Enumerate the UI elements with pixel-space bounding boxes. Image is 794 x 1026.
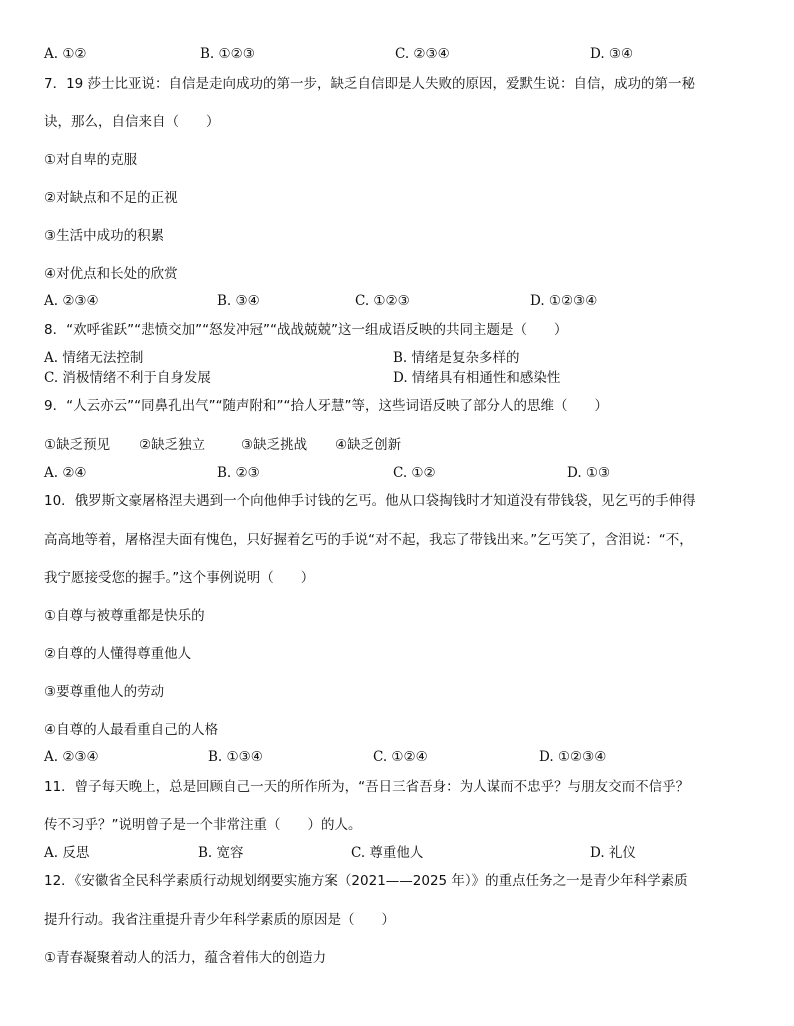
q10-stem-line1: 10．俄罗斯文豪屠格涅夫遇到一个向他伸手讨钱的乞丐。他从口袋掏钱时才知道没有带钱袋，见乞丐的手伸得: [44, 493, 696, 509]
q12-stem-line2: 提升行动。我省注重提升青少年科学素质的原因是（ ）: [44, 912, 395, 928]
q10-option-a: A. ②③④: [44, 749, 99, 765]
q10-option-c: C. ①②④: [373, 749, 428, 765]
q12-item-1: ①青春凝聚着动人的活力，蕴含着伟大的创造力: [44, 950, 327, 966]
q7-option-a: A. ②③④: [44, 293, 99, 309]
q10-item-4: ④自尊的人最看重自己的人格: [44, 722, 219, 738]
q9-option-a: A. ②④: [44, 465, 87, 481]
q11-option-c: C. 尊重他人: [351, 845, 424, 861]
q9-item-4: ④缺乏创新: [335, 437, 402, 453]
q10-stem-line2: 高高地等着，屠格涅夫面有愧色，只好握着乞丐的手说“对不起，我忘了带钱出来。”乞丐笑了，含泪说：“不，: [44, 532, 693, 548]
q11-option-b: B. 宽容: [198, 845, 244, 861]
q7-stem-line1: 7．19 莎士比亚说：自信是走向成功的第一步，缺乏自信即是人失败的原因，爱默生说：自信，成功的第一秘: [44, 76, 696, 92]
q12-stem-line1: 12．《安徽省全民科学素质行动规划纲要实施方案（2021——2025 年）》的重点任务之一是青少年科学素质: [44, 873, 688, 889]
q7-stem-line2: 诀，那么，自信来自（ ）: [44, 114, 220, 130]
q8-option-a: A. 情绪无法控制: [44, 350, 144, 366]
q7-option-d: D. ①②③④: [530, 293, 598, 309]
q10-item-1: ①自尊与被尊重都是快乐的: [44, 608, 205, 624]
q8-stem: 8．“欢呼雀跃”“悲愤交加”“怒发冲冠”“战战兢兢”这一组成语反映的共同主题是（ ）: [44, 322, 568, 338]
q9-item-3: ③缺乏挑战: [241, 437, 308, 453]
q10-item-2: ②自尊的人懂得尊重他人: [44, 646, 192, 662]
q10-option-d: D. ①②③④: [539, 749, 607, 765]
q9-stem: 9．“人云亦云”“同鼻孔出气”“随声附和”“拾人牙慧”等，这些词语反映了部分人的思维（ ）: [44, 398, 609, 414]
q9-option-b: B. ②③: [217, 465, 260, 481]
q7-option-c: C. ①②③: [355, 293, 410, 309]
q11-option-a: A. 反思: [44, 845, 90, 861]
q7-item-1: ①对自卑的克服: [44, 152, 138, 168]
q6-option-c: C. ②③④: [395, 46, 450, 62]
q8-option-b: B. 情绪是复杂多样的: [393, 350, 520, 366]
q9-item-1: ①缺乏预见: [44, 437, 111, 453]
q8-option-d: D. 情绪具有相通性和感染性: [393, 370, 561, 386]
q7-option-b: B. ③④: [217, 293, 260, 309]
q10-stem-line3: 我宁愿接受您的握手。”这个事例说明（ ）: [44, 570, 315, 586]
q8-option-c: C. 消极情绪不利于自身发展: [44, 370, 211, 386]
q10-item-3: ③要尊重他人的劳动: [44, 684, 165, 700]
q7-item-3: ③生活中成功的积累: [44, 228, 165, 244]
q6-option-b: B. ①②③: [200, 46, 255, 62]
q7-item-2: ②对缺点和不足的正视: [44, 190, 178, 206]
q7-item-4: ④对优点和长处的欣赏: [44, 266, 178, 282]
q11-option-d: D. 礼仪: [590, 845, 636, 861]
q9-item-2: ②缺乏独立: [139, 437, 206, 453]
q11-stem-line2: 传不习乎？”说明曾子是一个非常注重（ ）的人。: [44, 817, 362, 833]
q11-stem-line1: 11．曾子每天晚上，总是回顾自己一天的所作所为，“吾日三省吾身：为人谋而不忠乎？与朋友交而不信乎？: [44, 779, 690, 795]
q9-option-d: D. ①③: [567, 465, 611, 481]
q9-option-c: C. ①②: [393, 465, 436, 481]
q10-option-b: B. ①③④: [208, 749, 263, 765]
q6-option-a: A. ①②: [44, 46, 87, 62]
q6-option-d: D. ③④: [590, 46, 634, 62]
